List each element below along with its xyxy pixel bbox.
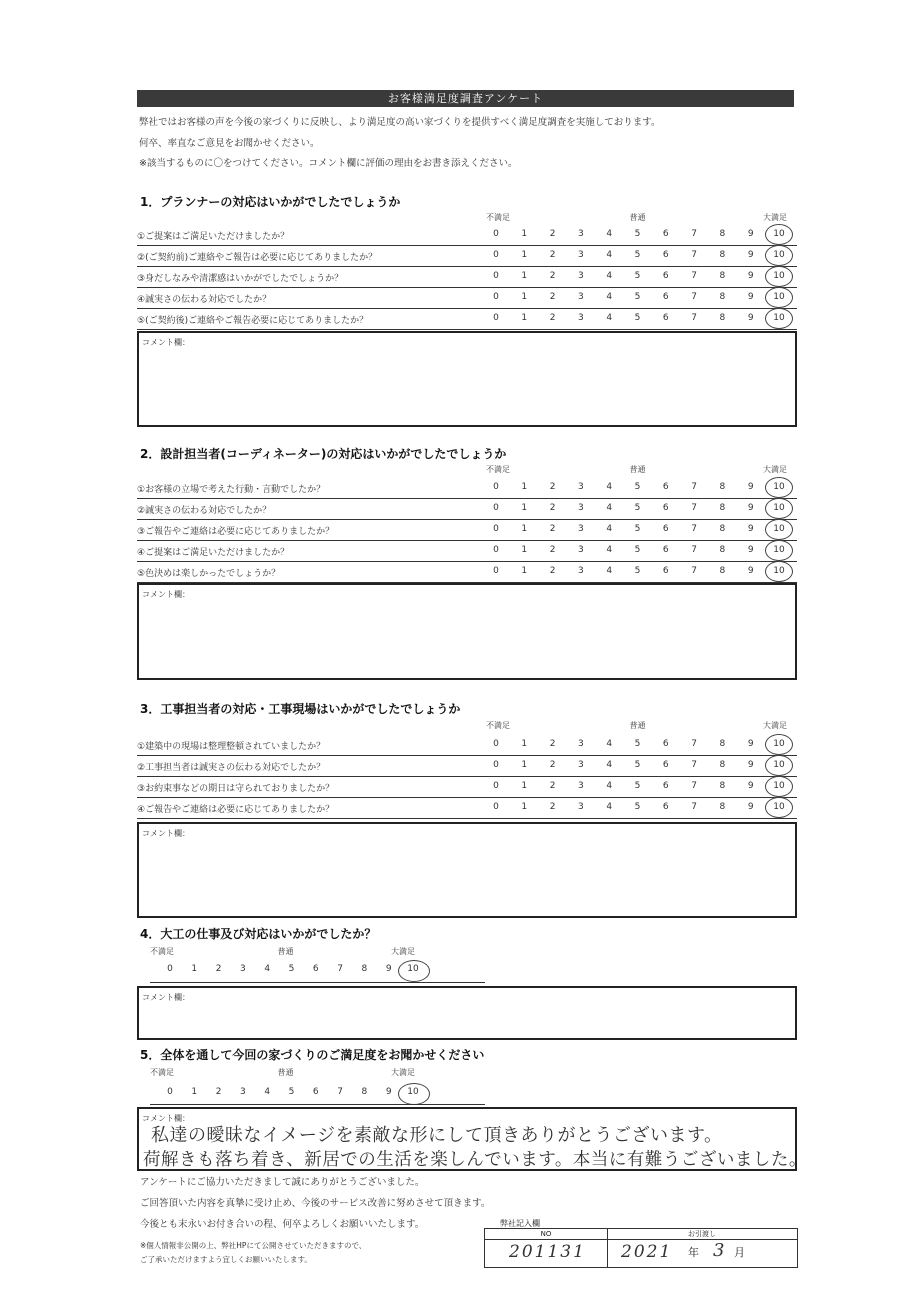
handwritten-comment-line: 荷解きも落ち着き、新居での生活を楽しんでいます。本当に有難うございました。 <box>143 1150 807 1170</box>
question-label: ②誠実さの伝わる対応でしたか？ <box>137 506 272 516</box>
rating-option-7[interactable]: 7 <box>691 802 697 812</box>
rating-option-3[interactable]: 3 <box>578 250 584 260</box>
rating-option-7[interactable]: 7 <box>691 313 697 323</box>
rating-option-3[interactable]: 3 <box>578 524 584 534</box>
rating-option-4[interactable]: 4 <box>606 566 613 576</box>
rating-option-2[interactable]: 2 <box>215 1087 222 1097</box>
rating-option-2[interactable]: 2 <box>215 964 222 974</box>
question-row <box>137 562 797 583</box>
month-unit: 月 <box>734 1246 745 1259</box>
rating-option-2[interactable]: 2 <box>549 739 556 749</box>
rating-option-0[interactable]: 0 <box>493 503 499 513</box>
question-row <box>137 246 797 267</box>
question-row <box>137 541 797 562</box>
rating-option-5[interactable]: 5 <box>634 802 641 812</box>
rating-option-6[interactable]: 6 <box>662 503 669 513</box>
selected-rating-circle <box>765 308 793 329</box>
rating-option-4[interactable]: 4 <box>606 250 613 260</box>
scale-mid-label: 普通 <box>277 947 294 956</box>
rating-option-7[interactable]: 7 <box>691 482 697 492</box>
rating-option-9[interactable]: 9 <box>747 781 754 791</box>
question-label: ①お客様の立場で考えた行動・言動でしたか？ <box>137 485 326 495</box>
question-label: ③ご報告やご連絡は必要に応じてありましたか？ <box>137 527 335 537</box>
question-label: ④ご報告やご連絡は必要に応じてありましたか？ <box>137 805 335 815</box>
rating-option-4[interactable]: 4 <box>606 482 613 492</box>
comment-box-section-2[interactable] <box>137 583 797 680</box>
question-row <box>137 267 797 288</box>
rating-option-6[interactable]: 6 <box>662 739 669 749</box>
selected-rating-circle <box>765 245 793 266</box>
rating-option-7[interactable]: 7 <box>691 524 697 534</box>
rating-option-2[interactable]: 2 <box>549 250 556 260</box>
rating-option-5[interactable]: 5 <box>288 1087 295 1097</box>
rating-option-7[interactable]: 7 <box>691 760 697 770</box>
rating-option-10[interactable]: 10 <box>773 739 785 749</box>
rating-option-2[interactable]: 2 <box>549 313 556 323</box>
selected-rating-circle <box>398 960 430 982</box>
question-label: ②(ご契約前)ご連絡やご報告は必要に応じてありましたか？ <box>137 253 378 263</box>
rating-option-7[interactable]: 7 <box>337 1087 343 1097</box>
rating-option-6[interactable]: 6 <box>662 271 669 281</box>
rating-option-10[interactable]: 10 <box>773 566 785 576</box>
rating-option-5[interactable]: 5 <box>634 313 641 323</box>
rating-option-1[interactable]: 1 <box>521 545 528 555</box>
rating-option-4[interactable]: 4 <box>264 1087 271 1097</box>
scale-low-label: 不満足 <box>150 1068 174 1077</box>
rating-option-2[interactable]: 2 <box>549 524 556 534</box>
rating-option-2[interactable]: 2 <box>549 802 556 812</box>
year-unit: 年 <box>688 1246 699 1259</box>
rating-option-6[interactable]: 6 <box>662 524 669 534</box>
rating-option-3[interactable]: 3 <box>578 739 584 749</box>
question-label: ②工事担当者は誠実さの伝わる対応でしたか？ <box>137 763 326 773</box>
rating-option-4[interactable]: 4 <box>606 292 613 302</box>
selected-rating-circle <box>765 224 793 245</box>
rating-option-0[interactable]: 0 <box>493 545 499 555</box>
rating-option-4[interactable]: 4 <box>606 739 613 749</box>
rating-option-5[interactable]: 5 <box>634 739 641 749</box>
question-row <box>137 288 797 309</box>
rating-option-9[interactable]: 9 <box>747 250 754 260</box>
rating-option-10[interactable]: 10 <box>773 229 785 239</box>
question-row <box>137 798 797 819</box>
comment-label: コメント欄： <box>142 338 190 347</box>
rating-option-10[interactable]: 10 <box>773 524 785 534</box>
rating-option-7[interactable]: 7 <box>691 545 697 555</box>
rating-option-8[interactable]: 8 <box>719 229 726 239</box>
rating-option-4[interactable]: 4 <box>606 524 613 534</box>
rating-option-0[interactable]: 0 <box>493 229 499 239</box>
question-row <box>137 756 797 777</box>
rating-option-1[interactable]: 1 <box>521 760 528 770</box>
rating-option-1[interactable]: 1 <box>521 503 528 513</box>
rating-option-6[interactable]: 6 <box>662 313 669 323</box>
question-label: ③身だしなみや清潔感はいかがでしたでしょうか？ <box>137 274 344 284</box>
selected-rating-circle <box>398 1083 430 1105</box>
section-2-title: 2．設計担当者(コーディネーター)の対応はいかがでしたでしょうか <box>140 447 507 461</box>
rating-option-3[interactable]: 3 <box>578 271 584 281</box>
rating-option-10[interactable]: 10 <box>773 250 785 260</box>
rating-option-5[interactable]: 5 <box>634 781 641 791</box>
no-label: NO <box>485 1229 608 1240</box>
comment-label: コメント欄： <box>142 1114 190 1123</box>
rating-option-8[interactable]: 8 <box>361 964 368 974</box>
rating-option-10[interactable]: 10 <box>407 1087 419 1097</box>
rating-option-5[interactable]: 5 <box>634 292 641 302</box>
rating-option-6[interactable]: 6 <box>662 250 669 260</box>
selected-rating-circle <box>765 561 793 582</box>
rating-option-4[interactable]: 4 <box>606 229 613 239</box>
comment-box-section-4[interactable] <box>137 986 797 1040</box>
rating-option-7[interactable]: 7 <box>691 781 697 791</box>
rating-option-7[interactable]: 7 <box>691 250 697 260</box>
rating-option-4[interactable]: 4 <box>606 760 613 770</box>
rating-option-7[interactable]: 7 <box>691 229 697 239</box>
selected-rating-circle <box>765 266 793 287</box>
rating-option-7[interactable]: 7 <box>691 566 697 576</box>
rating-option-3[interactable]: 3 <box>578 313 584 323</box>
rating-option-3[interactable]: 3 <box>578 503 584 513</box>
question-label: ④誠実さの伝わる対応でしたか？ <box>137 295 272 305</box>
rating-option-3[interactable]: 3 <box>578 229 584 239</box>
question-row <box>137 309 797 330</box>
rating-option-9[interactable]: 9 <box>747 292 754 302</box>
intro-line-3: ※該当するものに〇をつけてください。コメント欄に評価の理由をお書き添えください。 <box>139 158 518 169</box>
privacy-line-2: ご了承いただけますよう宜しくお願いいたします。 <box>140 1255 312 1264</box>
rating-option-9[interactable]: 9 <box>747 566 754 576</box>
rating-option-3[interactable]: 3 <box>240 1087 246 1097</box>
question-row <box>137 777 797 798</box>
survey-title: お客様満足度調査アンケート <box>137 90 794 107</box>
rating-option-1[interactable]: 1 <box>521 482 528 492</box>
rating-option-4[interactable]: 4 <box>606 503 613 513</box>
rating-option-8[interactable]: 8 <box>719 503 726 513</box>
rating-option-8[interactable]: 8 <box>361 1087 368 1097</box>
question-row <box>137 225 797 246</box>
scale-high-label: 大満足 <box>763 213 787 222</box>
rating-option-10[interactable]: 10 <box>773 781 785 791</box>
scale-high-label: 大満足 <box>763 465 787 474</box>
rating-option-8[interactable]: 8 <box>719 313 726 323</box>
footer-line-1: アンケートにご協力いただきまして誠にありがとうございました。 <box>140 1177 425 1188</box>
rating-option-10[interactable]: 10 <box>407 964 419 974</box>
office-use-box <box>484 1228 798 1268</box>
privacy-line-1: ※個人情報非公開の上、弊社HPにて公開させていただきますので、 <box>140 1241 367 1250</box>
question-label: ①建築中の現場は整理整頓されていましたか？ <box>137 742 326 752</box>
rating-option-5[interactable]: 5 <box>634 545 641 555</box>
rating-option-3[interactable]: 3 <box>578 802 584 812</box>
rating-option-3[interactable]: 3 <box>578 566 584 576</box>
scale-underline <box>150 982 485 983</box>
rating-option-3[interactable]: 3 <box>578 482 584 492</box>
scale-mid-label: 普通 <box>629 213 646 222</box>
rating-option-5[interactable]: 5 <box>634 229 641 239</box>
scale-mid-label: 普通 <box>629 721 646 730</box>
rating-option-6[interactable]: 6 <box>662 760 669 770</box>
handwritten-comment-line: 私達の曖昧なイメージを素敵な形にして頂きありがとうございます。 <box>151 1125 723 1146</box>
rating-option-7[interactable]: 7 <box>691 292 697 302</box>
rating-option-2[interactable]: 2 <box>549 482 556 492</box>
rating-option-2[interactable]: 2 <box>549 292 556 302</box>
rating-option-0[interactable]: 0 <box>493 524 499 534</box>
rating-option-6[interactable]: 6 <box>662 566 669 576</box>
comment-label: コメント欄： <box>142 993 190 1002</box>
footer-line-3: 今後とも末永いお付き合いの程、何卒よろしくお願いいたします。 <box>140 1219 425 1230</box>
rating-option-0[interactable]: 0 <box>493 739 499 749</box>
rating-option-8[interactable]: 8 <box>719 292 726 302</box>
rating-option-6[interactable]: 6 <box>662 781 669 791</box>
rating-option-2[interactable]: 2 <box>549 545 556 555</box>
rating-option-5[interactable]: 5 <box>634 482 641 492</box>
scale-high-label: 大満足 <box>391 947 415 956</box>
rating-option-0[interactable]: 0 <box>493 760 499 770</box>
rating-option-8[interactable]: 8 <box>719 271 726 281</box>
rating-option-9[interactable]: 9 <box>747 503 754 513</box>
question-label: ①ご提案はご満足いただけましたか？ <box>137 232 290 242</box>
intro-line-2: 何卒、率直なご意見をお聞かせください。 <box>139 138 320 149</box>
rating-option-10[interactable]: 10 <box>773 482 785 492</box>
rating-option-9[interactable]: 9 <box>747 802 754 812</box>
rating-option-8[interactable]: 8 <box>719 566 726 576</box>
comment-box-section-3[interactable] <box>137 822 797 918</box>
rating-option-1[interactable]: 1 <box>521 271 528 281</box>
rating-option-3[interactable]: 3 <box>578 292 584 302</box>
rating-option-8[interactable]: 8 <box>719 482 726 492</box>
rating-option-6[interactable]: 6 <box>662 229 669 239</box>
scale-low-label: 不満足 <box>486 465 510 474</box>
rating-option-8[interactable]: 8 <box>719 545 726 555</box>
rating-option-4[interactable]: 4 <box>606 271 613 281</box>
section-1-title: 1．プランナーの対応はいかがでしたでしょうか <box>140 195 401 209</box>
rating-option-3[interactable]: 3 <box>578 781 584 791</box>
question-row <box>137 735 797 756</box>
rating-option-0[interactable]: 0 <box>493 482 499 492</box>
rating-option-10[interactable]: 10 <box>773 802 785 812</box>
selected-rating-circle <box>765 287 793 308</box>
question-row <box>137 499 797 520</box>
rating-option-1[interactable]: 1 <box>521 802 528 812</box>
comment-label: コメント欄： <box>142 829 190 838</box>
rating-option-1[interactable]: 1 <box>191 964 198 974</box>
rating-option-2[interactable]: 2 <box>549 781 556 791</box>
rating-option-0[interactable]: 0 <box>167 964 173 974</box>
selected-rating-circle <box>765 498 793 519</box>
rating-option-0[interactable]: 0 <box>493 781 499 791</box>
rating-option-2[interactable]: 2 <box>549 271 556 281</box>
rating-option-4[interactable]: 4 <box>606 802 613 812</box>
rating-option-3[interactable]: 3 <box>578 545 584 555</box>
rating-option-8[interactable]: 8 <box>719 760 726 770</box>
scale-underline <box>150 1104 485 1105</box>
section-5-title: 5．全体を通して今回の家づくりのご満足度をお聞かせください <box>140 1048 485 1062</box>
footer-line-2: ご回答頂いた内容を真摯に受け止め、今後のサービス改善に努めさせて頂きます。 <box>140 1198 491 1209</box>
rating-option-9[interactable]: 9 <box>747 482 754 492</box>
rating-option-1[interactable]: 1 <box>521 250 528 260</box>
rating-option-1[interactable]: 1 <box>521 313 528 323</box>
rating-option-9[interactable]: 9 <box>747 229 754 239</box>
question-label: ④ご提案はご満足いただけましたか？ <box>137 548 290 558</box>
scale-mid-label: 普通 <box>629 465 646 474</box>
intro-line-1: 弊社ではお客様の声を今後の家づくりに反映し、より満足度の高い家づくりを提供すべく満足度調査を実施しております。 <box>139 117 661 128</box>
rating-option-2[interactable]: 2 <box>549 503 556 513</box>
rating-option-10[interactable]: 10 <box>773 545 785 555</box>
rating-option-0[interactable]: 0 <box>493 313 499 323</box>
section-3-title: 3．工事担当者の対応・工事現場はいかがでしたでしょうか <box>140 702 461 716</box>
rating-option-10[interactable]: 10 <box>773 292 785 302</box>
month-value: 3 <box>713 1240 725 1261</box>
handover-label: お引渡し <box>607 1229 797 1240</box>
rating-option-2[interactable]: 2 <box>549 760 556 770</box>
rating-option-0[interactable]: 0 <box>493 566 499 576</box>
rating-option-4[interactable]: 4 <box>606 313 613 323</box>
rating-option-1[interactable]: 1 <box>521 524 528 534</box>
rating-option-2[interactable]: 2 <box>549 566 556 576</box>
comment-box-section-1[interactable] <box>137 331 797 427</box>
office-use-header: 弊社記入欄 <box>500 1219 540 1228</box>
scale-high-label: 大満足 <box>763 721 787 730</box>
rating-option-4[interactable]: 4 <box>606 781 613 791</box>
rating-option-5[interactable]: 5 <box>634 250 641 260</box>
rating-option-9[interactable]: 9 <box>747 545 754 555</box>
rating-option-10[interactable]: 10 <box>773 503 785 513</box>
rating-option-1[interactable]: 1 <box>191 1087 198 1097</box>
rating-option-1[interactable]: 1 <box>521 739 528 749</box>
selected-rating-circle <box>765 519 793 540</box>
year-value: 2021 <box>621 1242 673 1262</box>
rating-option-5[interactable]: 5 <box>634 271 641 281</box>
rating-option-6[interactable]: 6 <box>312 964 319 974</box>
rating-option-7[interactable]: 7 <box>337 964 343 974</box>
scale-high-label: 大満足 <box>391 1068 415 1077</box>
rating-option-9[interactable]: 9 <box>747 313 754 323</box>
scale-low-label: 不満足 <box>486 721 510 730</box>
question-row <box>137 478 797 499</box>
rating-option-0[interactable]: 0 <box>493 271 499 281</box>
rating-option-6[interactable]: 6 <box>662 545 669 555</box>
rating-option-7[interactable]: 7 <box>691 739 697 749</box>
rating-option-1[interactable]: 1 <box>521 566 528 576</box>
rating-option-7[interactable]: 7 <box>691 271 697 281</box>
rating-option-0[interactable]: 0 <box>493 292 499 302</box>
rating-option-5[interactable]: 5 <box>634 524 641 534</box>
section-4-title: 4．大工の仕事及び対応はいかがでしたか？ <box>140 927 377 941</box>
selected-rating-circle <box>765 477 793 498</box>
rating-option-5[interactable]: 5 <box>634 503 641 513</box>
rating-option-8[interactable]: 8 <box>719 781 726 791</box>
rating-option-5[interactable]: 5 <box>634 760 641 770</box>
rating-option-4[interactable]: 4 <box>606 545 613 555</box>
question-label: ⑤(ご契約後)ご連絡やご報告必要に応じてありましたか？ <box>137 316 369 326</box>
scale-low-label: 不満足 <box>150 947 174 956</box>
rating-option-6[interactable]: 6 <box>662 802 669 812</box>
question-label: ⑤色決めは楽しかったでしょうか？ <box>137 569 281 579</box>
rating-option-4[interactable]: 4 <box>264 964 271 974</box>
rating-option-0[interactable]: 0 <box>167 1087 173 1097</box>
rating-option-5[interactable]: 5 <box>634 566 641 576</box>
selected-rating-circle <box>765 734 793 755</box>
scale-mid-label: 普通 <box>277 1068 294 1077</box>
rating-option-2[interactable]: 2 <box>549 229 556 239</box>
office-divider <box>607 1239 608 1267</box>
question-label: ③お約束事などの期日は守られておりましたか？ <box>137 784 335 794</box>
rating-option-10[interactable]: 10 <box>773 271 785 281</box>
selected-rating-circle <box>765 797 793 818</box>
rating-option-10[interactable]: 10 <box>773 760 785 770</box>
rating-option-8[interactable]: 8 <box>719 524 726 534</box>
rating-option-0[interactable]: 0 <box>493 250 499 260</box>
question-row <box>137 520 797 541</box>
rating-option-7[interactable]: 7 <box>691 503 697 513</box>
rating-option-8[interactable]: 8 <box>719 739 726 749</box>
rating-option-6[interactable]: 6 <box>312 1087 319 1097</box>
rating-option-1[interactable]: 1 <box>521 292 528 302</box>
rating-option-5[interactable]: 5 <box>288 964 295 974</box>
rating-option-3[interactable]: 3 <box>578 760 584 770</box>
rating-option-8[interactable]: 8 <box>719 250 726 260</box>
selected-rating-circle <box>765 776 793 797</box>
scale-low-label: 不満足 <box>486 213 510 222</box>
rating-option-3[interactable]: 3 <box>240 964 246 974</box>
rating-option-1[interactable]: 1 <box>521 781 528 791</box>
comment-label: コメント欄： <box>142 590 190 599</box>
no-value: 201131 <box>509 1242 586 1262</box>
rating-option-9[interactable]: 9 <box>385 1087 392 1097</box>
rating-option-9[interactable]: 9 <box>747 524 754 534</box>
rating-option-6[interactable]: 6 <box>662 292 669 302</box>
rating-option-9[interactable]: 9 <box>747 271 754 281</box>
selected-rating-circle <box>765 540 793 561</box>
rating-option-8[interactable]: 8 <box>719 802 726 812</box>
rating-option-9[interactable]: 9 <box>747 739 754 749</box>
rating-option-0[interactable]: 0 <box>493 802 499 812</box>
comment-box-section-5[interactable] <box>137 1107 807 1171</box>
rating-option-1[interactable]: 1 <box>521 229 528 239</box>
rating-option-10[interactable]: 10 <box>773 313 785 323</box>
rating-option-6[interactable]: 6 <box>662 482 669 492</box>
selected-rating-circle <box>765 755 793 776</box>
rating-option-9[interactable]: 9 <box>747 760 754 770</box>
rating-option-9[interactable]: 9 <box>385 964 392 974</box>
